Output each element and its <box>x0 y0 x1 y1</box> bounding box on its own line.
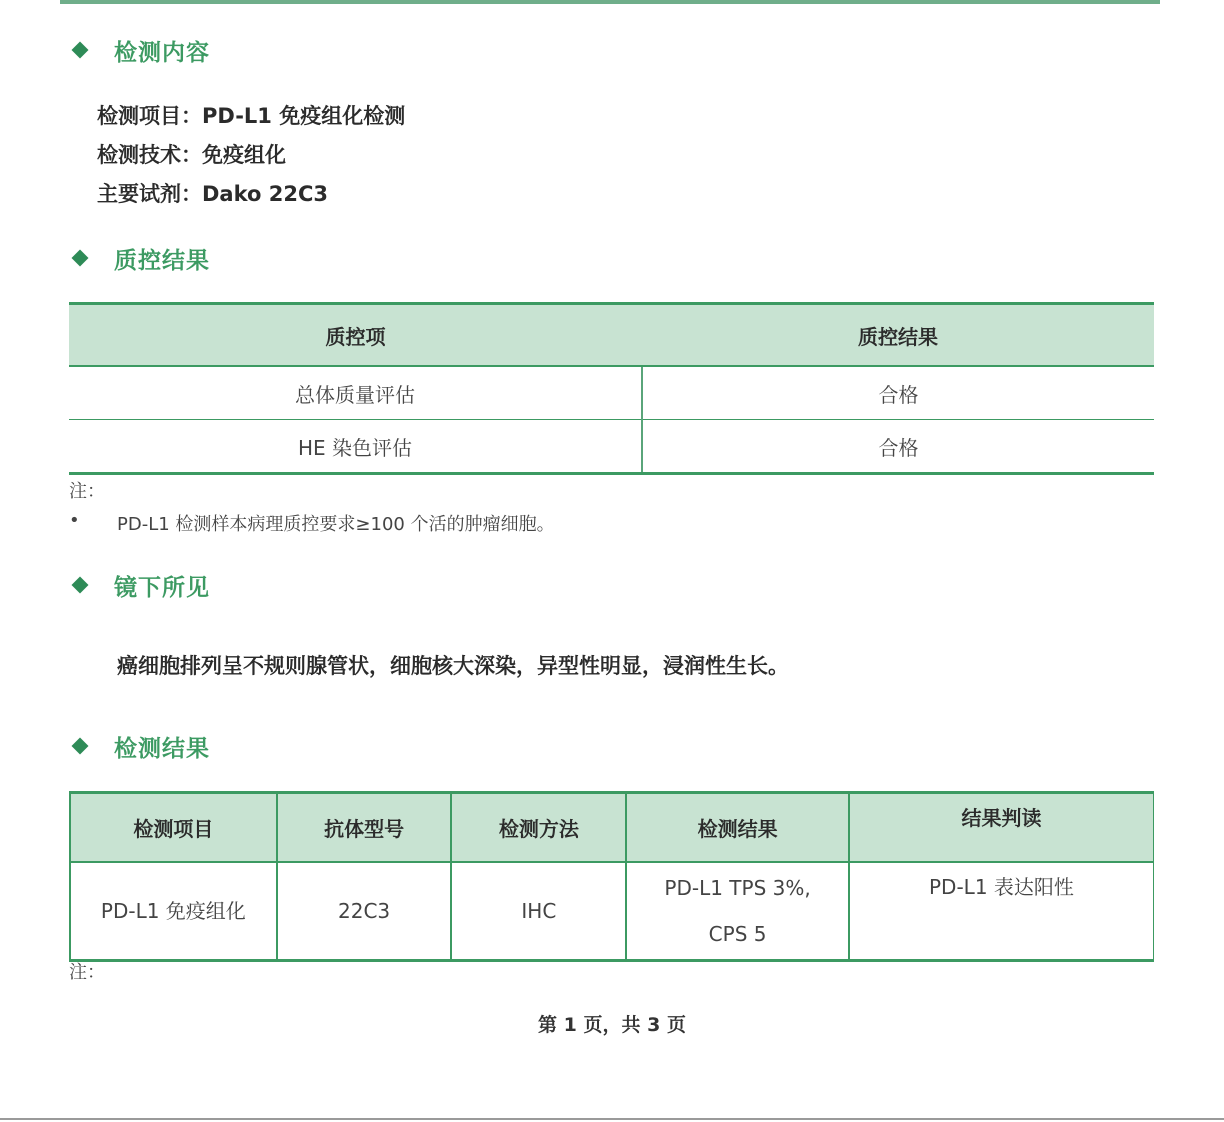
section-title: 镜下所见 <box>114 574 210 601</box>
qc-note-label: 注： <box>69 481 105 502</box>
table-row <box>70 862 1154 961</box>
qc-note-text: PD-L1 检测样本病理质控要求≥100 个活的肿瘤细胞。 <box>117 514 555 535</box>
top-rule <box>60 0 1160 4</box>
result-header-item: 检测项目 <box>70 793 277 863</box>
diamond-bullet-icon <box>72 738 89 755</box>
reagent-line: 主要试剂：Dako 22C3 <box>97 182 328 206</box>
result-header-antibody: 抗体型号 <box>277 793 452 863</box>
diamond-bullet-icon <box>72 577 89 594</box>
diamond-bullet-icon <box>72 250 89 267</box>
result-cell-antibody: 22C3 <box>277 862 452 961</box>
bottom-rule <box>0 1118 1224 1120</box>
table-row <box>69 366 1154 420</box>
result-line-1: PD-L1 TPS 3%, <box>664 876 811 900</box>
qc-header-item: 质控项 <box>69 304 642 367</box>
qc-cell-item: HE 染色评估 <box>69 420 642 474</box>
section-result-heading <box>70 731 210 761</box>
result-header-method: 检测方法 <box>451 793 626 863</box>
section-microscopy-heading <box>70 570 210 600</box>
table-row <box>69 420 1154 474</box>
qc-cell-result: 合格 <box>642 366 1154 420</box>
result-table <box>69 791 1154 962</box>
qc-cell-result: 合格 <box>642 420 1154 474</box>
page-number: 第 1 页，共 3 页 <box>538 1014 686 1036</box>
bullet-icon: • <box>69 510 80 531</box>
section-content-heading <box>70 35 210 65</box>
qc-table <box>69 302 1154 475</box>
section-qc-heading <box>70 243 210 273</box>
microscopy-finding: 癌细胞排列呈不规则腺管状，细胞核大深染，异型性明显，浸润性生长。 <box>117 654 789 678</box>
qc-table-header-row <box>69 304 1154 367</box>
result-cell-interpretation: PD-L1 表达阳性 <box>849 862 1154 961</box>
result-header-result: 检测结果 <box>626 793 849 863</box>
diamond-bullet-icon <box>72 42 89 59</box>
result-line-2: CPS 5 <box>708 922 767 946</box>
result-cell-item: PD-L1 免疫组化 <box>70 862 277 961</box>
result-note-label: 注： <box>69 962 105 983</box>
section-title: 检测内容 <box>114 39 210 66</box>
section-title: 检测结果 <box>114 735 210 762</box>
result-table-header-row <box>70 793 1154 863</box>
result-cell-result <box>626 862 849 961</box>
result-header-interpretation: 结果判读 <box>849 793 1154 863</box>
qc-note-bullet-row <box>69 510 555 536</box>
qc-cell-item: 总体质量评估 <box>69 366 642 420</box>
test-item-line: 检测项目：PD-L1 免疫组化检测 <box>97 104 406 128</box>
section-title: 质控结果 <box>114 247 210 274</box>
result-cell-method: IHC <box>451 862 626 961</box>
test-tech-line: 检测技术：免疫组化 <box>97 143 286 167</box>
qc-header-result: 质控结果 <box>642 304 1154 367</box>
